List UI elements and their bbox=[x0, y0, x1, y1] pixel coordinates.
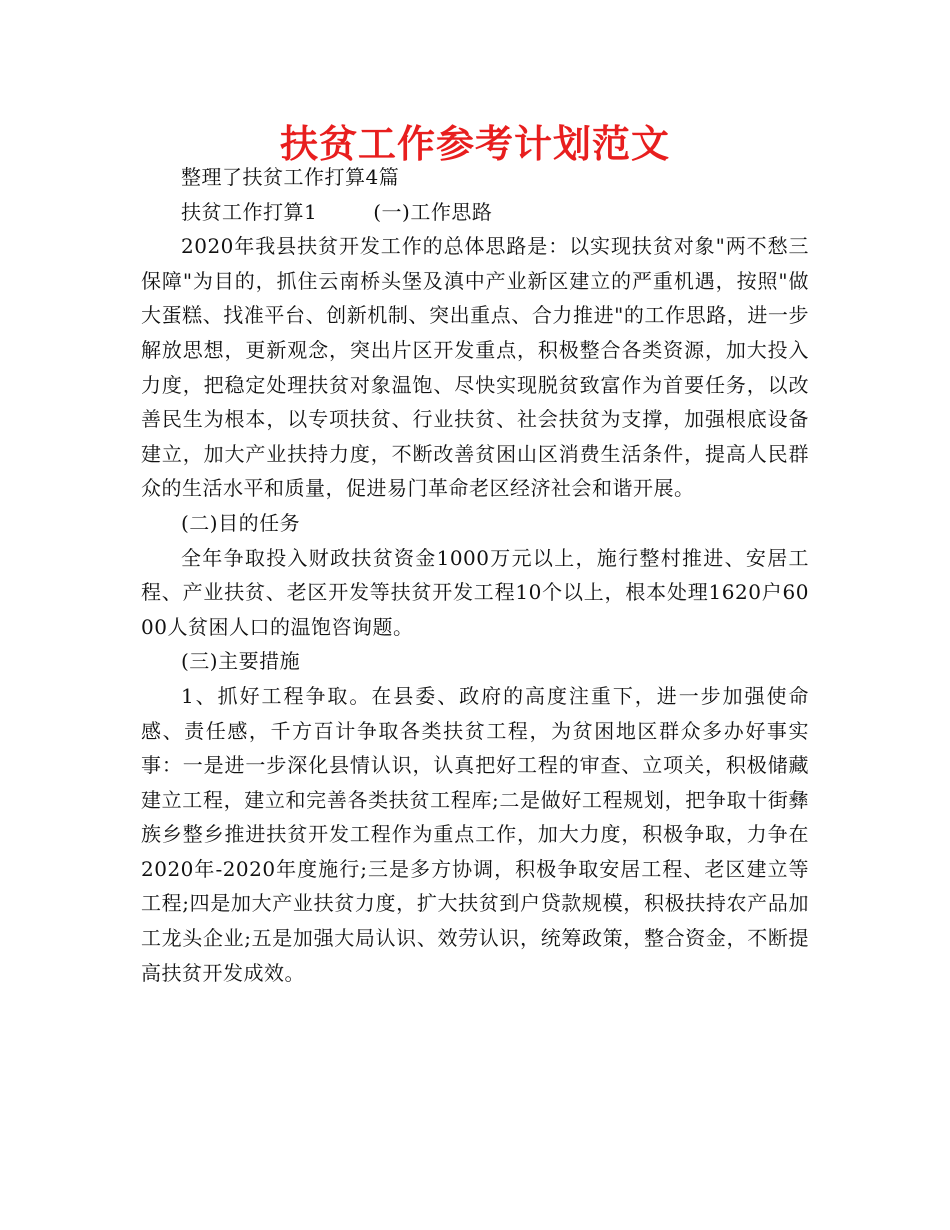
overall-approach-paragraph: 2020年我县扶贫开发工作的总体思路是：以实现扶贫对象"两不愁三保障"为目的，抓住云南桥头堡及滇中产业新区建立的严重机遇，按照"做大蛋糕、找准平台、创新机制、突出重点、合力推进"的工作思路，进一步解放思想，更新观念，突出片区开发重点，积极整合各类资源，加大投入力度，把稳定处理扶贫对象温饱、尽快实现脱贫致富作为首要任务，以改善民生为根本，以专项扶贫、行业扶贫、社会扶贫为支撑，加强根底设备建立，加大产业扶持力度，不断改善贫困山区消费生活条件，提高人民群众的生活水平和质量，促进易门革命老区经济社会和谐开展。 bbox=[141, 234, 809, 501]
document-title: 扶贫工作参考计划范文 bbox=[279, 122, 670, 166]
section-heading-measures: (三)主要措施 bbox=[181, 649, 301, 674]
plan-heading-left: 扶贫工作打算1 bbox=[181, 199, 318, 224]
goals-paragraph: 全年争取投入财政扶贫资金1000万元以上，施行整村推进、安居工程、产业扶贫、老区开发等扶贫开发工程10个以上，根本处理1620户6000人贫困人口的温饱咨询题。 bbox=[141, 545, 809, 639]
plan-heading-right: (一)工作思路 bbox=[373, 199, 493, 224]
plan-heading bbox=[141, 195, 809, 230]
section-heading-goals: (二)目的任务 bbox=[181, 510, 301, 535]
measures-paragraph: 1、抓好工程争取。在县委、政府的高度注重下，进一步加强使命感、责任感，千方百计争取各类扶贫工程，为贫困地区群众多办好事实事：一是进一步深化县情认识，认真把好工程的审查、立项关，积极储藏建立工程，建立和完善各类扶贫工程库;二是做好工程规划，把争取十街彝族乡整乡推进扶贫开发工程作为重点工作，加大力度，积极争取，力争在2020年-2020年度施行;三是多方协调，积极争取安居工程、老区建立等工程;四是加大产业扶贫力度，扩大扶贫到户贷款规模，积极扶持农产品加工龙头企业;五是加强大局认识、效劳认识，统筹政策，整合资金，不断提高扶贫开发成效。 bbox=[141, 683, 809, 985]
document-body bbox=[141, 160, 809, 990]
intro-paragraph: 整理了扶贫工作打算4篇 bbox=[181, 165, 400, 189]
